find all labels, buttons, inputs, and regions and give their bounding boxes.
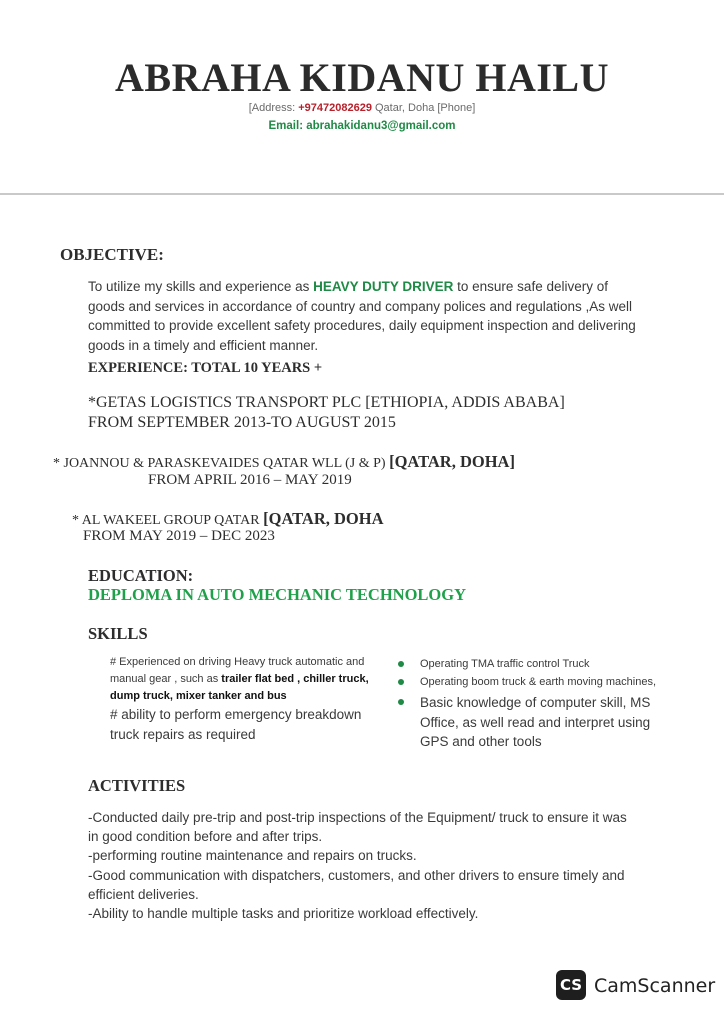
skills-vehicle-types: trailer flat bed , chiller truck, dump truck, mixer tanker and bus	[110, 673, 369, 702]
job2-location: [QATAR, DOHA]	[389, 452, 515, 471]
job3-period: FROM MAY 2019 – DEC 2023	[83, 528, 275, 544]
address-line	[0, 102, 724, 114]
experience-label: EXPERIENCE: TOTAL 10 YEARS +	[88, 360, 323, 376]
skills-driving-intro: # Experienced on driving Heavy truck automatic and manual gear , such as	[110, 656, 365, 685]
job3-location: [QATAR, DOHA	[263, 509, 384, 528]
skills-item-text: Operating boom truck & earth moving machines,	[420, 676, 657, 688]
email-line[interactable]: Email: abrahakidanu3@gmail.com	[268, 120, 456, 132]
education-heading: EDUCATION:	[88, 566, 194, 585]
objective-text-before: To utilize my skills and experience as	[88, 279, 314, 294]
skills-driving-experience	[110, 654, 370, 705]
job2-company: * JOANNOU & PARASKEVAIDES QATAR WLL (J & P)	[53, 456, 390, 471]
header-divider	[0, 193, 724, 195]
job2-period: FROM APRIL 2016 – MAY 2019	[148, 472, 352, 488]
activity-item: -performing routine maintenance and repairs on trucks.	[88, 848, 417, 864]
skills-left-column	[110, 654, 370, 744]
skills-item-text: Basic knowledge of computer skill, MS Office, as well read and interpret using GPS and other tools	[420, 695, 651, 749]
activities-heading: ACTIVITIES	[88, 776, 186, 795]
bullet-icon	[398, 661, 404, 667]
objective-highlight: HEAVY DUTY DRIVER	[313, 279, 454, 294]
resume-name: ABRAHA KIDANU HAILU	[115, 55, 609, 100]
skills-list-item	[398, 693, 678, 752]
camscanner-watermark-text: CamScanner	[594, 975, 716, 997]
camscanner-logo-icon: CS	[556, 970, 586, 1000]
activity-item: -Good communication with dispatchers, customers, and other drivers to ensure timely and efficient deliveries.	[88, 867, 625, 902]
address-prefix: [Address:	[248, 102, 299, 114]
objective-text	[88, 277, 648, 355]
job1-company: *GETAS LOGISTICS TRANSPORT PLC [ETHIOPIA, ADDIS ABABA]	[88, 394, 565, 411]
address-suffix: Qatar, Doha [Phone]	[371, 102, 476, 114]
job3-company: * AL WAKEEL GROUP QATAR	[72, 513, 264, 528]
skills-list-item	[398, 674, 678, 691]
job3-company-line	[72, 509, 384, 529]
skills-list-item	[398, 656, 678, 673]
objective-heading: OBJECTIVE:	[60, 245, 164, 264]
skills-right-list	[398, 656, 678, 752]
skills-emergency-repair: # ability to perform emergency breakdown truck repairs as required	[110, 707, 362, 742]
bullet-icon	[398, 699, 404, 705]
phone-number[interactable]: +97472082629	[298, 102, 372, 114]
objective-text-after: to ensure safe delivery of goods and services in accordance of country and company polices and regulations ,As well committed to provide excellent safety procedures, daily equipment inspection and delivering goods in a timely and efficient manner.	[88, 279, 636, 353]
job1-period: FROM SEPTEMBER 2013-TO AUGUST 2015	[88, 414, 396, 431]
bullet-icon	[398, 679, 404, 685]
activity-item: -Conducted daily pre-trip and post-trip inspections of the Equipment/ truck to ensure it was in good condition before and after trips.	[88, 810, 627, 845]
skills-item-text: Operating TMA traffic control Truck	[420, 658, 590, 670]
job2-company-line	[53, 452, 515, 472]
skills-heading: SKILLS	[88, 624, 148, 643]
activity-item: -Ability to handle multiple tasks and prioritize workload effectively.	[88, 906, 479, 922]
activities-list	[88, 808, 628, 923]
education-diploma: DEPLOMA IN AUTO MECHANIC TECHNOLOGY	[88, 585, 467, 604]
